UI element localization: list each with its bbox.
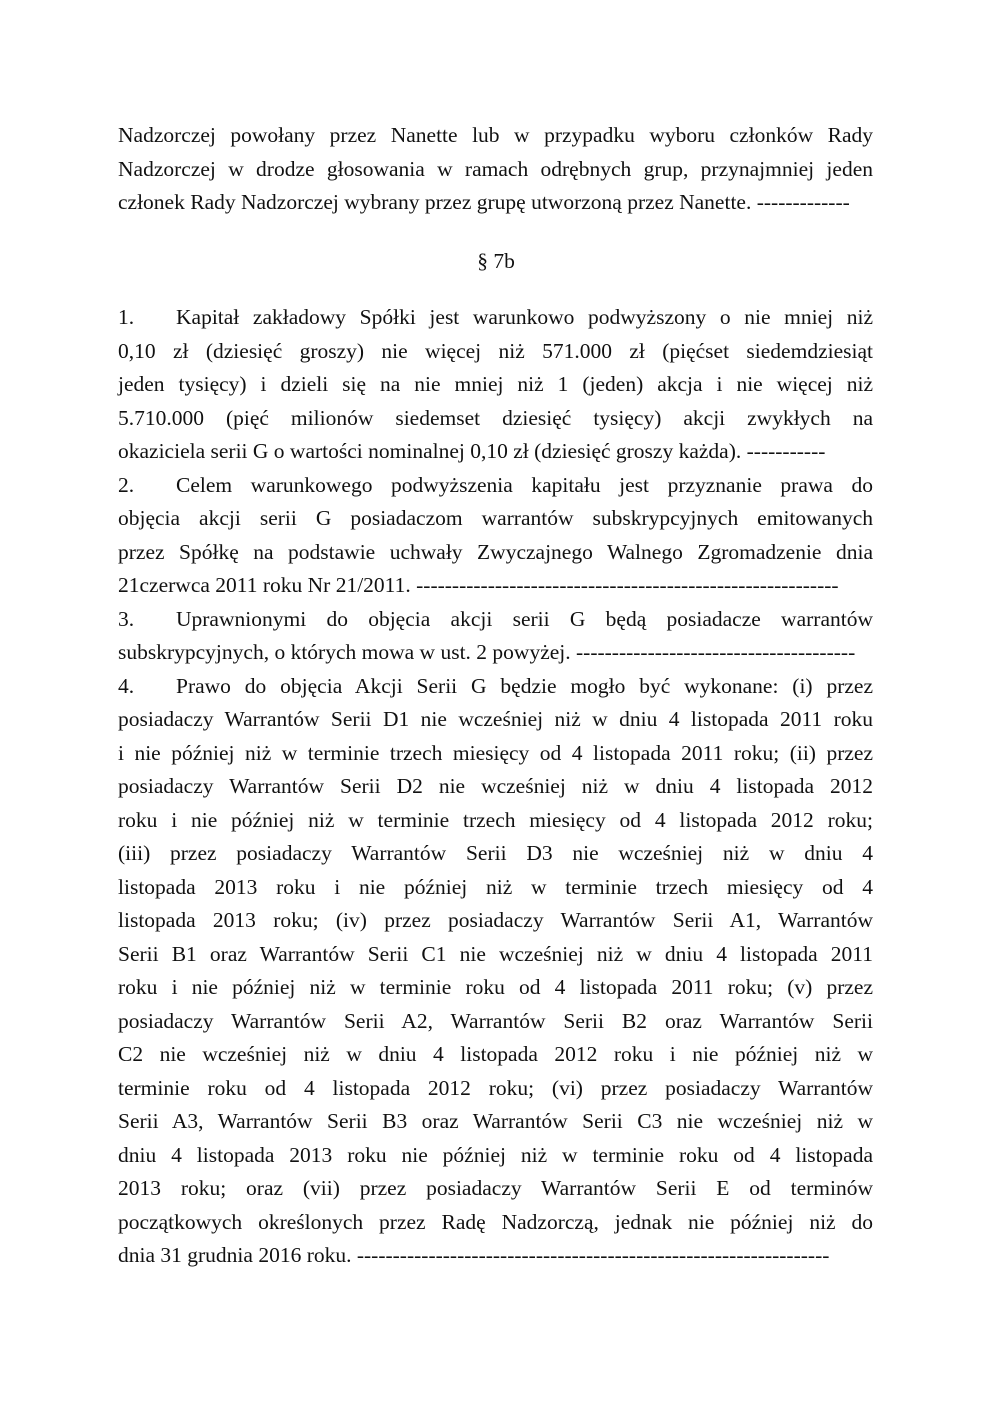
list-item-line: (iii) przez posiadaczy Warrantów Serii D3 nie wcześniej niż w dniu 4 [118, 841, 873, 865]
list-item-line: przez Spółkę na podstawie uchwały Zwyczajnego Walnego Zgromadzenie dnia [118, 539, 873, 564]
list-item-line: jeden tysięcy) i dzieli się na nie mniej niż 1 (jeden) akcja i nie więcej niż [118, 372, 873, 396]
list-item-line: i nie później niż w terminie trzech miesięcy od 4 listopada 2011 roku; (ii) przez [118, 740, 873, 765]
item-number: 4. [118, 673, 135, 698]
list-item-line: C2 nie wcześniej niż w dniu 4 listopada 2012 roku i nie później niż w [118, 1042, 873, 1066]
list-item-line: terminie roku od 4 listopada 2012 roku; (vi) przez posiadaczy Warrantów [118, 1075, 873, 1100]
list-item-line: Serii A3, Warrantów Serii B3 oraz Warrantów Serii C3 nie wcześniej niż w [118, 1109, 873, 1133]
list-item-line: listopada 2013 roku i nie później niż w terminie trzech miesięcy od 4 [118, 874, 873, 899]
item-text: Celem warunkowego podwyższenia kapitału jest przyznanie prawa do [176, 472, 873, 497]
list-item-line [118, 603, 873, 637]
list-item-line [118, 301, 873, 335]
list-item-line: posiadaczy Warrantów Serii D1 nie wcześniej niż w dniu 4 listopada 2011 roku [118, 707, 873, 731]
list-item-line: roku i nie później niż w terminie roku od 4 listopada 2011 roku; (v) przez [118, 975, 873, 999]
list-item-line: 5.710.000 (pięć milionów siedemset dziesięć tysięcy) akcji zwykłych na [118, 405, 873, 430]
intro-paragraph [118, 119, 873, 220]
intro-line: Nadzorczej powołany przez Nanette lub w przypadku wyboru członków Rady [118, 123, 873, 147]
list-item-line: 2013 roku; oraz (vii) przez posiadaczy Warrantów Serii E od terminów [118, 1176, 873, 1200]
list-item-line: okaziciela serii G o wartości nominalnej 0,10 zł (dziesięć groszy każda). ----------- [118, 439, 826, 463]
list-item-line: początkowych określonych przez Radę Nadzorczą, jednak nie później niż do [118, 1209, 873, 1234]
list-item-line: posiadaczy Warrantów Serii D2 nie wcześniej niż w dniu 4 listopada 2012 [118, 774, 873, 798]
numbered-list [118, 301, 873, 1273]
list-item-line: listopada 2013 roku; (iv) przez posiadaczy Warrantów Serii A1, Warrantów [118, 908, 873, 932]
list-item-line: 0,10 zł (dziesięć groszy) nie więcej niż 571.000 zł (pięćset siedemdziesiąt [118, 338, 873, 363]
list-item-line: dnia 31 grudnia 2016 roku. ------------------------------------------------------------------ [118, 1243, 830, 1267]
list-item-line: roku i nie później niż w terminie trzech miesięcy od 4 listopada 2012 roku; [118, 807, 873, 832]
list-item-line: posiadaczy Warrantów Serii A2, Warrantów Serii B2 oraz Warrantów Serii [118, 1008, 873, 1033]
item-number: 1. [118, 305, 135, 329]
list-item-line: dniu 4 listopada 2013 roku nie później niż w terminie roku od 4 listopada [118, 1142, 873, 1167]
intro-line: członek Rady Nadzorczej wybrany przez grupę utworzoną przez Nanette. ------------- [118, 190, 850, 214]
list-item-line: subskrypcyjnych, o których mowa w ust. 2 powyżej. --------------------------------------- [118, 640, 856, 664]
item-text: Kapitał zakładowy Spółki jest warunkowo podwyższony o nie mniej niż [176, 305, 873, 329]
item-number: 2. [118, 472, 135, 497]
list-item-line: Serii B1 oraz Warrantów Serii C1 nie wcześniej niż w dniu 4 listopada 2011 [118, 941, 873, 966]
item-text: Uprawnionymi do objęcia akcji serii G będą posiadacze warrantów [176, 606, 873, 631]
item-number: 3. [118, 606, 135, 631]
list-item-line: 21czerwca 2011 roku Nr 21/2011. ----------------------------------------------------------- [118, 573, 839, 597]
intro-line: Nadzorczej w drodze głosowania w ramach odrębnych grup, przynajmniej jeden [118, 156, 873, 181]
list-item-line [118, 469, 873, 503]
list-item-line [118, 670, 873, 704]
section-heading: § 7b [477, 249, 515, 273]
item-text: Prawo do objęcia Akcji Serii G będzie mogło być wykonane: (i) przez [176, 673, 873, 698]
list-item-line: objęcia akcji serii G posiadaczom warrantów subskrypcyjnych emitowanych [118, 506, 873, 530]
